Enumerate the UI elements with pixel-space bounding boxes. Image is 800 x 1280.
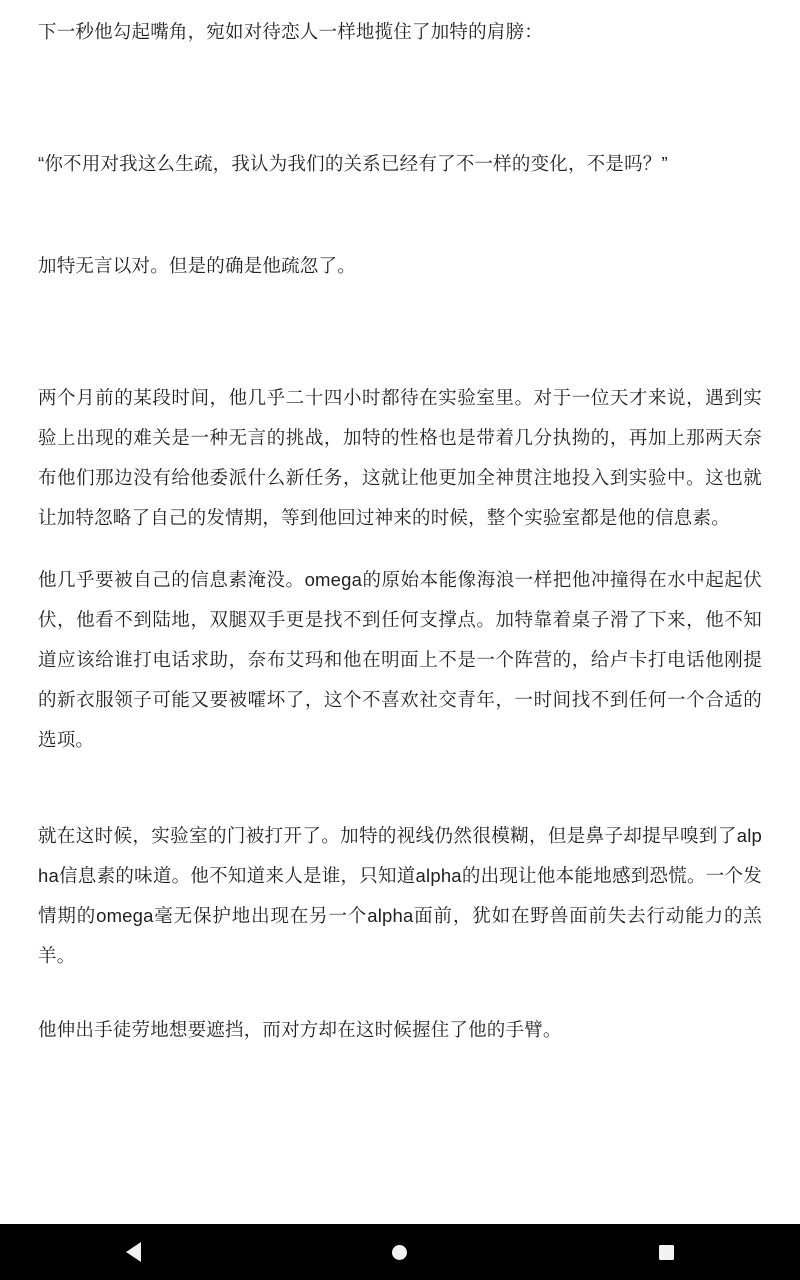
paragraph-spacer <box>38 976 762 1010</box>
paragraph-spacer <box>38 760 762 816</box>
paragraph: 加特无言以对。但是的确是他疏忽了。 <box>38 255 356 276</box>
android-navigation-bar <box>0 1224 800 1280</box>
paragraph-dialogue: “你不用对我这么生疏，我认为我们的关系已经有了不一样的变化，不是吗？” <box>38 153 668 174</box>
paragraph: 下一秒他勾起嘴角，宛如对待恋人一样地揽住了加特的肩膀： <box>38 21 543 42</box>
paragraph-spacer <box>38 538 762 560</box>
circle-home-icon <box>392 1245 407 1260</box>
paragraph: 他几乎要被自己的信息素淹没。omega的原始本能像海浪一样把他冲撞得在水中起起伏伏，他看不到陆地，双腿双手更是找不到任何支撑点。加特靠着桌子滑了下来，他不知道应该给谁打电话求助，奈布艾玛和他在明面上不是一个阵营的，给卢卡打电话他刚提的新衣服领子可能又要被嚯坏了，这个不喜欢社交青年，一时间找不到任何一个合适的选项。 <box>38 569 762 750</box>
paragraph: 他伸出手徒劳地想要遮挡，而对方却在这时候握住了他的手臂。 <box>38 1019 562 1040</box>
paragraph: 就在这时候，实验室的门被打开了。加特的视线仍然很模糊，但是鼻子却提早嗅到了alpha信息素的味道。他不知道来人是谁，只知道alpha的出现让他本能地感到恐慌。一个发情期的omega毫无保护地出现在另一个alpha面前，犹如在野兽面前失去行动能力的羔羊。 <box>38 825 762 966</box>
nav-home-button[interactable] <box>365 1224 435 1280</box>
paragraph-spacer <box>38 184 762 246</box>
paragraph: 两个月前的某段时间，他几乎二十四小时都待在实验室里。对于一位天才来说，遇到实验上出现的难关是一种无言的挑战，加特的性格也是带着几分执拗的，再加上那两天奈布他们那边没有给他委派什么新任务，这就让他更加全神贯注地投入到实验中。这也就让加特忽略了自己的发情期，等到他回过神来的时候，整个实验室都是他的信息素。 <box>38 387 762 528</box>
nav-recents-button[interactable] <box>632 1224 702 1280</box>
square-recent-icon <box>659 1245 674 1260</box>
paragraph-spacer <box>38 52 762 144</box>
top-spacer <box>38 0 762 12</box>
triangle-back-icon <box>126 1242 141 1262</box>
nav-back-button[interactable] <box>98 1224 168 1280</box>
paragraph-spacer <box>38 286 762 378</box>
